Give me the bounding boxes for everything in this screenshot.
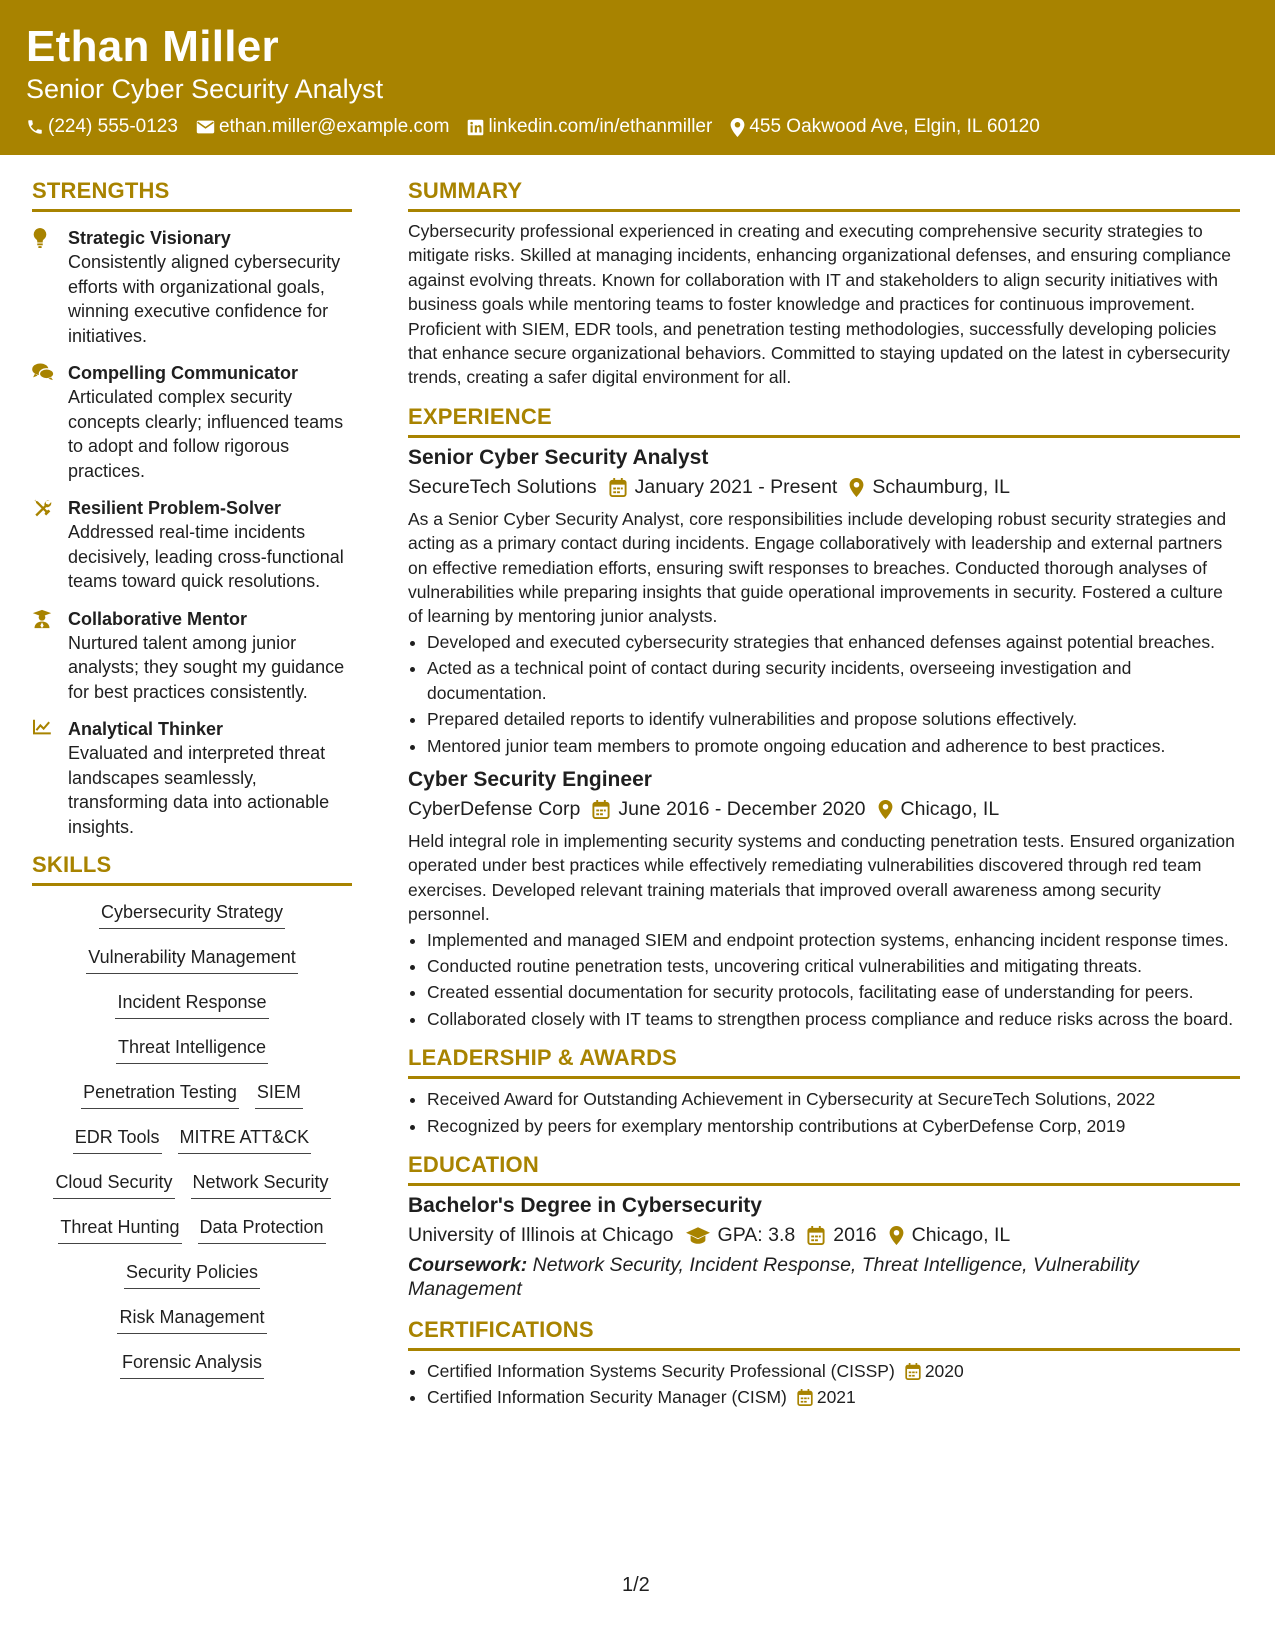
skill-tag: Incident Response (115, 990, 268, 1019)
strength-title: Strategic Visionary (68, 228, 231, 248)
list-item: • Received Award for Outstanding Achievement in Cybersecurity at SecureTech Solutions, 2022 (427, 1087, 1240, 1111)
strength-item (32, 226, 352, 348)
strength-title: Collaborative Mentor (68, 608, 248, 629)
tools-icon (32, 498, 52, 518)
strength-title: Resilient Problem-Solver (68, 498, 282, 518)
calendar-icon (592, 800, 610, 819)
right-column (408, 178, 1240, 1412)
strength-description: Nurtured talent among junior analysts; they sought my guidance for best practices consistently. (68, 632, 345, 702)
email-text: ethan.miller@example.com (218, 116, 450, 137)
section-divider (408, 1183, 1240, 1186)
skill-tag: SIEM (255, 1080, 303, 1109)
strength-item (32, 717, 352, 839)
skill-tag: Network Security (191, 1170, 331, 1199)
list-item: • Conducted routine penetration tests, uncovering critical vulnerabilities and mitigating threats. (427, 954, 1240, 978)
cert-year: 2021 (816, 1387, 856, 1408)
section-divider (408, 1348, 1240, 1351)
coursework-text: Network Security, Incident Response, Threat Intelligence, Vulnerability Management (408, 1253, 1139, 1300)
list-item (427, 1385, 1240, 1409)
candidate-title: Senior Cyber Security Analyst (26, 74, 384, 104)
cert-year: 2020 (924, 1360, 964, 1381)
phone-text: (224) 555-0123 (48, 116, 178, 137)
company-name: SecureTech Solutions (408, 475, 597, 498)
list-item: • Recognized by peers for exemplary mentorship contributions at CyberDefense Corp, 2019 (427, 1114, 1240, 1138)
strengths-heading: STRENGTHS (32, 178, 170, 203)
strength-description: Articulated complex security concepts clearly; influenced teams to adopt and follow rigorous practices. (68, 387, 344, 481)
list-item (427, 1359, 1240, 1383)
skill-tag: EDR Tools (73, 1125, 162, 1154)
job-bullets (408, 630, 1240, 758)
lightbulb-icon (32, 228, 48, 248)
job-dates: June 2016 - December 2020 (618, 797, 866, 820)
education-entry (408, 1192, 1240, 1301)
cert-name: • Certified Information Systems Security Professional (CISSP) (427, 1360, 895, 1381)
company-name: CyberDefense Corp (408, 797, 581, 820)
job-title: Senior Cyber Security Analyst (408, 445, 709, 469)
strength-description: Consistently aligned cybersecurity efforts with organizational goals, winning executive confidence for initiatives. (68, 252, 341, 346)
section-divider (32, 883, 352, 886)
job-entry (408, 766, 1240, 1031)
strengths-list (32, 226, 352, 839)
contact-email[interactable] (196, 116, 450, 138)
skill-tag: Security Policies (124, 1260, 260, 1289)
linkedin-icon (467, 119, 484, 136)
list-item: • Collaborated closely with IT teams to strengthen process compliance and reduce risks across the board. (427, 1007, 1240, 1031)
calendar-icon (905, 1363, 921, 1380)
resume-header (0, 0, 1275, 155)
list-item: • Implemented and managed SIEM and endpoint protection systems, enhancing incident response times. (427, 928, 1240, 952)
strength-description: Evaluated and interpreted threat landscapes seamlessly, transforming data into actionable insights. (68, 743, 330, 837)
strength-item (32, 496, 352, 594)
skill-tag: MITRE ATT&CK (178, 1125, 312, 1154)
school-location: Chicago, IL (911, 1223, 1011, 1246)
contact-bar (26, 116, 1058, 138)
list-item: • Created essential documentation for security protocols, facilitating ease of understanding for peers. (427, 980, 1240, 1004)
certifications-heading: CERTIFICATIONS (408, 1316, 594, 1342)
map-pin-icon (730, 118, 745, 137)
skill-tag: Threat Hunting (58, 1215, 181, 1244)
job-location: Schaumburg, IL (872, 475, 1010, 498)
contact-phone (26, 116, 178, 138)
contact-linkedin[interactable] (467, 116, 712, 138)
experience-heading: EXPERIENCE (408, 403, 552, 429)
summary-heading: SUMMARY (408, 178, 523, 203)
job-entry (408, 444, 1240, 758)
education-meta (408, 1224, 1240, 1247)
job-title: Cyber Security Engineer (408, 767, 652, 791)
skill-tag: Threat Intelligence (116, 1035, 268, 1064)
job-location: Chicago, IL (900, 797, 1000, 820)
contact-address (730, 116, 1040, 138)
skill-tag: Vulnerability Management (86, 945, 297, 974)
candidate-name: Ethan Miller (26, 22, 279, 71)
section-divider (408, 209, 1240, 212)
skill-tag: Cybersecurity Strategy (99, 900, 285, 929)
skill-tag: Risk Management (117, 1305, 266, 1334)
list-item: • Developed and executed cybersecurity strategies that enhanced defenses against potential breaches. (427, 630, 1240, 654)
graduation-cap-icon (686, 1227, 710, 1244)
strength-title: Compelling Communicator (68, 363, 299, 383)
education-heading: EDUCATION (408, 1151, 539, 1177)
page-number: 1/2 (622, 1574, 650, 1596)
linkedin-text: linkedin.com/in/ethanmiller (488, 116, 713, 137)
list-item: • Acted as a technical point of contact during security incidents, overseeing investigation and documentation. (427, 656, 1240, 705)
gpa: GPA: 3.8 (717, 1223, 796, 1246)
skill-tag: Penetration Testing (81, 1080, 239, 1109)
skills-heading: SKILLS (32, 852, 112, 877)
calendar-icon (609, 478, 627, 497)
job-description: Held integral role in implementing security systems and conducting penetration tests. Ensured organization operated under best practices while effectively remediating vulnerabilities discovered through red team exercises. Developed relevant training materials that improved overall awareness among security personnel. (408, 830, 1235, 925)
skill-tag: Forensic Analysis (120, 1350, 264, 1379)
address-text: 455 Oakwood Ave, Elgin, IL 60120 (749, 116, 1040, 137)
section-divider (408, 435, 1240, 438)
chat-bubbles-icon (32, 363, 54, 381)
degree-title: Bachelor's Degree in Cybersecurity (408, 1193, 762, 1217)
left-column (32, 178, 352, 1395)
job-dates: January 2021 - Present (634, 475, 838, 498)
summary-text: Cybersecurity professional experienced in creating and executing comprehensive security strategies to mitigate risks. Skilled at managing incidents, enhancing organizational defenses, and ensuring compliance against evolving threats. Known for collaboration with IT and stakeholders to align security initiatives with business goals while mentoring teams to foster knowledge and practices for continuous improvement. Proficient with SIEM, EDR tools, and penetration testing methodologies, successfully developing policies that enhance secure organizational behaviors. Committed to staying updated on the latest in cybersecurity trends, creating a safer digital environment for all. (408, 221, 1231, 388)
strength-item (32, 361, 352, 483)
envelope-icon (196, 119, 215, 135)
map-pin-icon (849, 478, 864, 497)
job-meta (408, 476, 1240, 499)
strength-title: Analytical Thinker (68, 719, 224, 739)
chart-line-icon (32, 719, 52, 735)
calendar-icon (807, 1226, 825, 1245)
strength-description: Addressed real-time incidents decisively, leading cross-functional teams toward quick resolutions. (68, 522, 344, 591)
skills-list (32, 900, 352, 1395)
job-meta (408, 798, 1240, 821)
section-divider (408, 1076, 1240, 1079)
job-bullets (408, 928, 1240, 1032)
map-pin-icon (878, 800, 893, 819)
school-name: University of Illinois at Chicago (408, 1223, 674, 1246)
awards-list (408, 1087, 1240, 1138)
list-item: • Mentored junior team members to promote ongoing education and adherence to best practices. (427, 734, 1240, 758)
skill-tag: Cloud Security (53, 1170, 174, 1199)
strength-item (32, 607, 352, 705)
calendar-icon (797, 1389, 813, 1406)
graduation-year: 2016 (833, 1223, 877, 1246)
mentor-icon (32, 609, 52, 629)
job-description: As a Senior Cyber Security Analyst, core responsibilities include developing robust security strategies and acting as a primary contact during incidents. Engage collaboratively with leadership and external partners on effective remediation efforts, ensuring swift responses to breaches. Conducted thorough analyses of vulnerabilities while preparing insights that guide operational improvements in security. Fostered a culture of learning by mentoring junior analysts. (408, 508, 1227, 627)
skill-tag: Data Protection (198, 1215, 326, 1244)
list-item: • Prepared detailed reports to identify vulnerabilities and propose solutions effectively. (427, 707, 1240, 731)
phone-icon (26, 118, 44, 136)
leadership-heading: LEADERSHIP & AWARDS (408, 1045, 678, 1071)
section-divider (32, 209, 352, 212)
coursework-label: Coursework: (408, 1253, 528, 1276)
certifications-list (408, 1359, 1240, 1410)
coursework (408, 1253, 1240, 1301)
map-pin-icon (889, 1226, 904, 1245)
cert-name: • Certified Information Security Manager (CISM) (427, 1387, 787, 1408)
